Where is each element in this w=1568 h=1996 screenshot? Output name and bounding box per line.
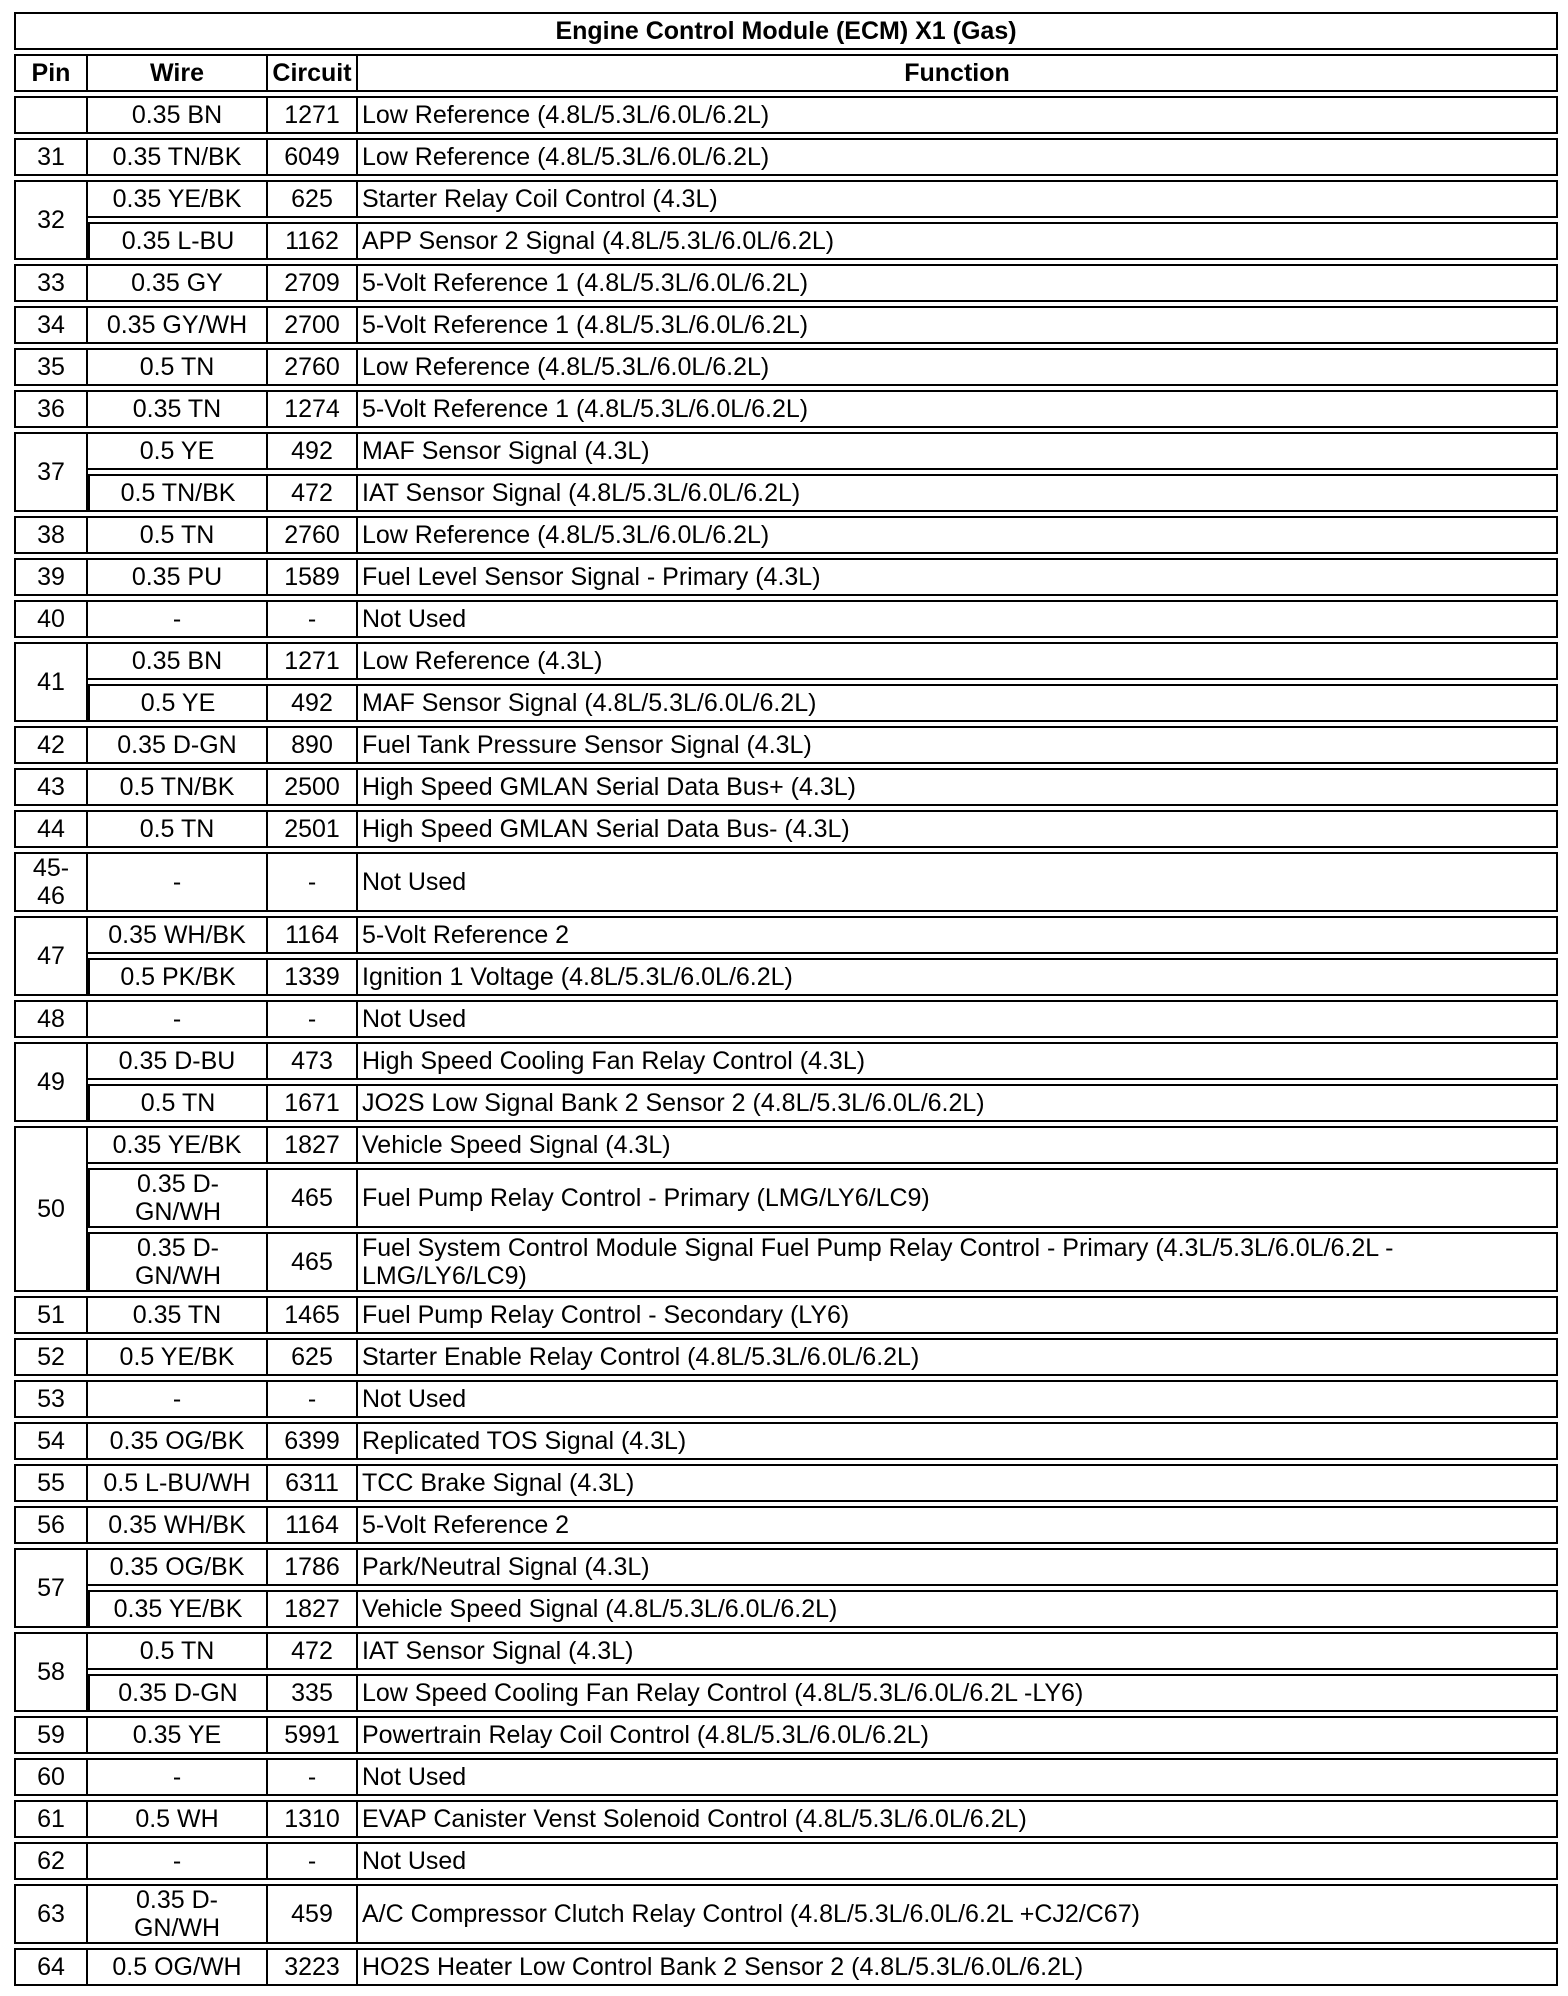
circuit-cell: 1589 [268, 558, 358, 596]
table-row [14, 916, 1558, 954]
table-body [14, 96, 1558, 1986]
table-row [14, 684, 1558, 722]
pin-cell: 45- 46 [14, 852, 88, 912]
table-row [14, 348, 1558, 386]
function-cell: IAT Sensor Signal (4.3L) [358, 1632, 1558, 1670]
pin-cell: 48 [14, 1000, 88, 1038]
circuit-cell: 1827 [268, 1590, 358, 1628]
table-row [14, 1884, 1558, 1944]
wire-cell: 0.5 L-BU/WH [88, 1464, 268, 1502]
function-cell: Low Reference (4.8L/5.3L/6.0L/6.2L) [358, 516, 1558, 554]
table-row [14, 1296, 1558, 1334]
pin-cell: 41 [14, 642, 88, 722]
wire-cell: 0.35 YE/BK [88, 1126, 268, 1164]
table-row [14, 1758, 1558, 1796]
table-row [14, 768, 1558, 806]
function-cell: 5-Volt Reference 1 (4.8L/5.3L/6.0L/6.2L) [358, 306, 1558, 344]
wire-cell: 0.5 TN [88, 348, 268, 386]
circuit-cell: 2501 [268, 810, 358, 848]
table-row [14, 1800, 1558, 1838]
function-cell: Starter Enable Relay Control (4.8L/5.3L/6.0L/6.2L) [358, 1338, 1558, 1376]
column-header-wire: Wire [88, 54, 268, 92]
circuit-cell: 6049 [268, 138, 358, 176]
circuit-cell: 2709 [268, 264, 358, 302]
table-row [14, 474, 1558, 512]
table-row [14, 1464, 1558, 1502]
wire-cell: 0.35 BN [88, 642, 268, 680]
circuit-cell: 5991 [268, 1716, 358, 1754]
pin-cell: 36 [14, 390, 88, 428]
wire-cell: 0.35 GY [88, 264, 268, 302]
table-row [14, 432, 1558, 470]
pin-cell: 64 [14, 1948, 88, 1986]
function-cell: Fuel Tank Pressure Sensor Signal (4.3L) [358, 726, 1558, 764]
circuit-cell: 2700 [268, 306, 358, 344]
function-cell: Vehicle Speed Signal (4.8L/5.3L/6.0L/6.2L) [358, 1590, 1558, 1628]
pin-cell: 35 [14, 348, 88, 386]
table-row [14, 1422, 1558, 1460]
function-cell: A/C Compressor Clutch Relay Control (4.8L/5.3L/6.0L/6.2L +CJ2/C67) [358, 1884, 1558, 1944]
wire-cell: - [88, 600, 268, 638]
function-cell: 5-Volt Reference 2 [358, 916, 1558, 954]
function-cell: Vehicle Speed Signal (4.3L) [358, 1126, 1558, 1164]
wire-cell: 0.5 TN/BK [88, 474, 268, 512]
circuit-cell: 1339 [268, 958, 358, 996]
circuit-cell: 1671 [268, 1084, 358, 1122]
circuit-cell: 6399 [268, 1422, 358, 1460]
function-cell: JO2S Low Signal Bank 2 Sensor 2 (4.8L/5.3L/6.0L/6.2L) [358, 1084, 1558, 1122]
circuit-cell: 492 [268, 684, 358, 722]
table-row [14, 1338, 1558, 1376]
table-row [14, 180, 1558, 218]
circuit-cell: 2760 [268, 516, 358, 554]
table-row [14, 264, 1558, 302]
table-row [14, 390, 1558, 428]
pin-cell: 56 [14, 1506, 88, 1544]
circuit-cell: 1271 [268, 642, 358, 680]
pinout-table [14, 8, 1558, 1990]
function-cell: Ignition 1 Voltage (4.8L/5.3L/6.0L/6.2L) [358, 958, 1558, 996]
pin-cell: 50 [14, 1126, 88, 1292]
pin-cell: 63 [14, 1884, 88, 1944]
pin-cell: 31 [14, 138, 88, 176]
table-row [14, 1590, 1558, 1628]
circuit-cell: 625 [268, 180, 358, 218]
pin-cell: 49 [14, 1042, 88, 1122]
function-cell: Low Reference (4.8L/5.3L/6.0L/6.2L) [358, 96, 1558, 134]
wire-cell: 0.35 TN [88, 390, 268, 428]
table-row [14, 958, 1558, 996]
column-header-function: Function [358, 54, 1558, 92]
table-row [14, 1042, 1558, 1080]
wire-cell: 0.5 OG/WH [88, 1948, 268, 1986]
pin-cell: 47 [14, 916, 88, 996]
pin-cell: 42 [14, 726, 88, 764]
function-cell: APP Sensor 2 Signal (4.8L/5.3L/6.0L/6.2L) [358, 222, 1558, 260]
circuit-cell: - [268, 1000, 358, 1038]
function-cell: High Speed GMLAN Serial Data Bus+ (4.3L) [358, 768, 1558, 806]
pin-cell: 61 [14, 1800, 88, 1838]
circuit-cell: 472 [268, 1632, 358, 1670]
function-cell: Not Used [358, 852, 1558, 912]
table-row [14, 558, 1558, 596]
wire-cell: 0.5 PK/BK [88, 958, 268, 996]
circuit-cell: 3223 [268, 1948, 358, 1986]
wire-cell: 0.5 YE [88, 432, 268, 470]
function-cell: Not Used [358, 1000, 1558, 1038]
table-row [14, 642, 1558, 680]
circuit-cell: 465 [268, 1232, 358, 1292]
pin-cell: 55 [14, 1464, 88, 1502]
pin-cell: 33 [14, 264, 88, 302]
table-row [14, 1168, 1558, 1228]
table-row [14, 306, 1558, 344]
function-cell: Not Used [358, 1758, 1558, 1796]
table-row [14, 1000, 1558, 1038]
wire-cell: 0.5 YE/BK [88, 1338, 268, 1376]
wire-cell: - [88, 1842, 268, 1880]
circuit-cell: - [268, 1842, 358, 1880]
wire-cell: 0.35 YE/BK [88, 180, 268, 218]
function-cell: IAT Sensor Signal (4.8L/5.3L/6.0L/6.2L) [358, 474, 1558, 512]
table-row [14, 852, 1558, 912]
circuit-cell: 473 [268, 1042, 358, 1080]
pin-cell: 38 [14, 516, 88, 554]
table-row [14, 138, 1558, 176]
circuit-cell: - [268, 600, 358, 638]
circuit-cell: 625 [268, 1338, 358, 1376]
function-cell: 5-Volt Reference 2 [358, 1506, 1558, 1544]
pin-cell: 59 [14, 1716, 88, 1754]
pin-cell: 43 [14, 768, 88, 806]
wire-cell: 0.5 TN [88, 1084, 268, 1122]
function-cell: Powertrain Relay Coil Control (4.8L/5.3L/6.0L/6.2L) [358, 1716, 1558, 1754]
pin-cell: 52 [14, 1338, 88, 1376]
function-cell: MAF Sensor Signal (4.3L) [358, 432, 1558, 470]
wire-cell: 0.35 PU [88, 558, 268, 596]
table-row [14, 1232, 1558, 1292]
wire-cell: 0.35 OG/BK [88, 1548, 268, 1586]
function-cell: Not Used [358, 600, 1558, 638]
circuit-cell: - [268, 1758, 358, 1796]
table-row [14, 1674, 1558, 1712]
column-header-circuit: Circuit [268, 54, 358, 92]
wire-cell: - [88, 1758, 268, 1796]
wire-cell: 0.35 BN [88, 96, 268, 134]
pin-cell: 39 [14, 558, 88, 596]
pin-cell: 44 [14, 810, 88, 848]
circuit-cell: 1465 [268, 1296, 358, 1334]
table-title: Engine Control Module (ECM) X1 (Gas) [14, 12, 1558, 50]
table-row [14, 1126, 1558, 1164]
function-cell: MAF Sensor Signal (4.8L/5.3L/6.0L/6.2L) [358, 684, 1558, 722]
function-cell: Not Used [358, 1842, 1558, 1880]
wire-cell: 0.35 WH/BK [88, 916, 268, 954]
pin-cell: 40 [14, 600, 88, 638]
wire-cell: 0.35 WH/BK [88, 1506, 268, 1544]
pin-cell: 54 [14, 1422, 88, 1460]
circuit-cell: 492 [268, 432, 358, 470]
function-cell: Fuel Pump Relay Control - Secondary (LY6) [358, 1296, 1558, 1334]
circuit-cell: 1164 [268, 1506, 358, 1544]
circuit-cell: 2500 [268, 768, 358, 806]
function-cell: High Speed Cooling Fan Relay Control (4.3L) [358, 1042, 1558, 1080]
function-cell: High Speed GMLAN Serial Data Bus- (4.3L) [358, 810, 1558, 848]
wire-cell: 0.5 YE [88, 684, 268, 722]
table-row [14, 222, 1558, 260]
function-cell: EVAP Canister Venst Solenoid Control (4.8L/5.3L/6.0L/6.2L) [358, 1800, 1558, 1838]
wire-cell: 0.35 D- GN/WH [88, 1884, 268, 1944]
circuit-cell: 465 [268, 1168, 358, 1228]
circuit-cell: 6311 [268, 1464, 358, 1502]
circuit-cell: 890 [268, 726, 358, 764]
pin-cell: 60 [14, 1758, 88, 1796]
wire-cell: - [88, 1380, 268, 1418]
function-cell: Park/Neutral Signal (4.3L) [358, 1548, 1558, 1586]
table-row [14, 516, 1558, 554]
function-cell: Not Used [358, 1380, 1558, 1418]
wire-cell: 0.35 GY/WH [88, 306, 268, 344]
wire-cell: 0.35 TN [88, 1296, 268, 1334]
wire-cell: 0.35 D-BU [88, 1042, 268, 1080]
wire-cell: 0.35 OG/BK [88, 1422, 268, 1460]
function-cell: Fuel System Control Module Signal Fuel Pump Relay Control - Primary (4.3L/5.3L/6.0L/6.2L - LMG/LY6/LC9) [358, 1232, 1558, 1292]
pin-cell: 32 [14, 180, 88, 260]
wire-cell: 0.35 YE/BK [88, 1590, 268, 1628]
table-row [14, 96, 1558, 134]
wire-cell: - [88, 1000, 268, 1038]
function-cell: TCC Brake Signal (4.3L) [358, 1464, 1558, 1502]
pin-cell: 53 [14, 1380, 88, 1418]
circuit-cell: 1271 [268, 96, 358, 134]
table-row [14, 1084, 1558, 1122]
table-row [14, 1716, 1558, 1754]
function-cell: HO2S Heater Low Control Bank 2 Sensor 2 (4.8L/5.3L/6.0L/6.2L) [358, 1948, 1558, 1986]
wire-cell: 0.5 TN/BK [88, 768, 268, 806]
wire-cell: 0.35 D- GN/WH [88, 1168, 268, 1228]
table-row [14, 1506, 1558, 1544]
circuit-cell: 1310 [268, 1800, 358, 1838]
wire-cell: 0.35 YE [88, 1716, 268, 1754]
table-row [14, 1842, 1558, 1880]
function-cell: Fuel Level Sensor Signal - Primary (4.3L) [358, 558, 1558, 596]
pinout-document [14, 8, 1558, 1990]
function-cell: Starter Relay Coil Control (4.3L) [358, 180, 1558, 218]
function-cell: Fuel Pump Relay Control - Primary (LMG/LY6/LC9) [358, 1168, 1558, 1228]
wire-cell: 0.35 TN/BK [88, 138, 268, 176]
column-header-pin: Pin [14, 54, 88, 92]
wire-cell: 0.5 TN [88, 516, 268, 554]
function-cell: Low Reference (4.8L/5.3L/6.0L/6.2L) [358, 348, 1558, 386]
circuit-cell: 1164 [268, 916, 358, 954]
wire-cell: - [88, 852, 268, 912]
circuit-cell: 1786 [268, 1548, 358, 1586]
wire-cell: 0.35 D-GN [88, 726, 268, 764]
circuit-cell: 459 [268, 1884, 358, 1944]
pin-cell [14, 96, 88, 134]
pin-cell: 58 [14, 1632, 88, 1712]
function-cell: Low Speed Cooling Fan Relay Control (4.8L/5.3L/6.0L/6.2L -LY6) [358, 1674, 1558, 1712]
function-cell: Replicated TOS Signal (4.3L) [358, 1422, 1558, 1460]
pin-cell: 37 [14, 432, 88, 512]
table-row [14, 726, 1558, 764]
table-row [14, 1380, 1558, 1418]
table-row [14, 1632, 1558, 1670]
function-cell: Low Reference (4.8L/5.3L/6.0L/6.2L) [358, 138, 1558, 176]
function-cell: 5-Volt Reference 1 (4.8L/5.3L/6.0L/6.2L) [358, 264, 1558, 302]
function-cell: Low Reference (4.3L) [358, 642, 1558, 680]
pin-cell: 51 [14, 1296, 88, 1334]
circuit-cell: - [268, 852, 358, 912]
wire-cell: 0.5 WH [88, 1800, 268, 1838]
circuit-cell: 1274 [268, 390, 358, 428]
circuit-cell: - [268, 1380, 358, 1418]
table-row [14, 1548, 1558, 1586]
circuit-cell: 335 [268, 1674, 358, 1712]
wire-cell: 0.35 D- GN/WH [88, 1232, 268, 1292]
pin-cell: 57 [14, 1548, 88, 1628]
function-cell: 5-Volt Reference 1 (4.8L/5.3L/6.0L/6.2L) [358, 390, 1558, 428]
wire-cell: 0.35 L-BU [88, 222, 268, 260]
table-row [14, 600, 1558, 638]
wire-cell: 0.35 D-GN [88, 1674, 268, 1712]
circuit-cell: 472 [268, 474, 358, 512]
wire-cell: 0.5 TN [88, 810, 268, 848]
circuit-cell: 2760 [268, 348, 358, 386]
circuit-cell: 1162 [268, 222, 358, 260]
pin-cell: 34 [14, 306, 88, 344]
circuit-cell: 1827 [268, 1126, 358, 1164]
table-row [14, 1948, 1558, 1986]
wire-cell: 0.5 TN [88, 1632, 268, 1670]
table-row [14, 810, 1558, 848]
pin-cell: 62 [14, 1842, 88, 1880]
